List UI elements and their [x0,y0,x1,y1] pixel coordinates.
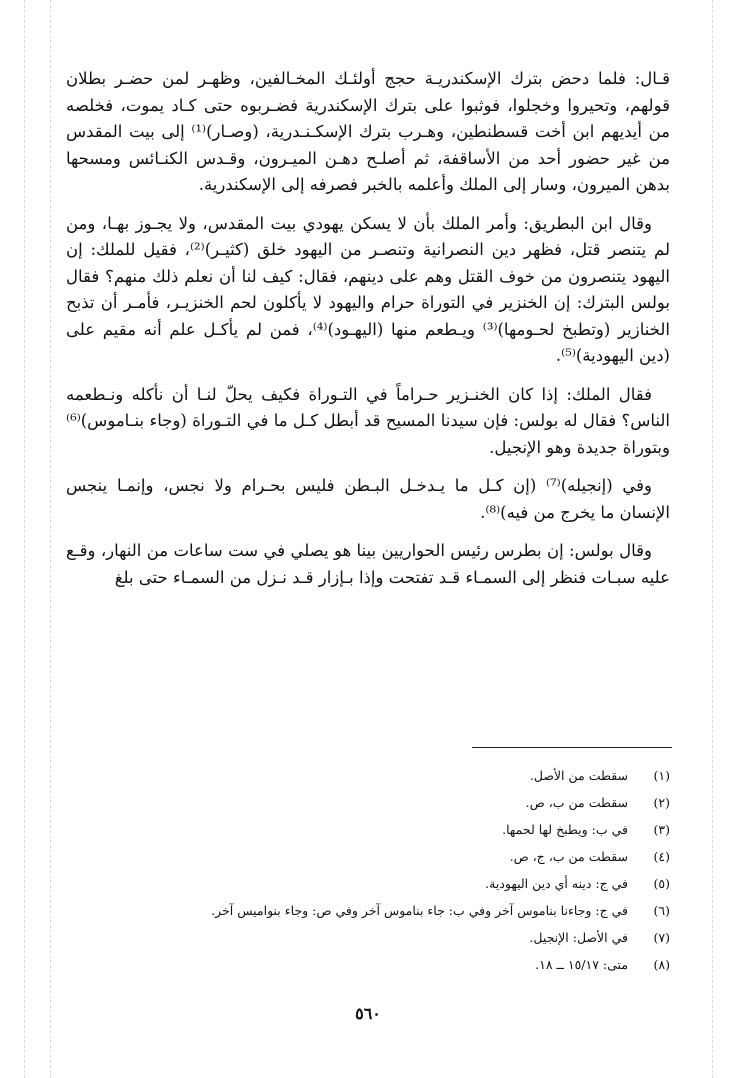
footnote-item [66,924,670,951]
footnote-number: (٤) [653,849,670,864]
footnote-text: متى: ١٥/١٧ ــ ١٨. [535,957,629,972]
footnote-item [66,816,670,843]
paragraph: وقال بولس: إن بطرس رئيس الحواريين بينا هو يصلي في ست ساعات من النهار، وقـع عليه سبـات فنظر إلى السمـاء قـد تفتحت وإذا بـإزار قـد نـزل من السمـاء حتى بلغ [66,541,670,587]
paragraph: فقال الملك: إذا كان الخنـزير حـراماً في التـوراة فكيف يحلّ لنـا أن نأكله ونـطعمه الناس؟ فقال له بولس: فإن سيدنا المسيح قد أبطل كـل ما في التـوراة (وجاء بنـاموس)⁽⁶⁾ وبتوراة جديدة وهو الإنجيل. [66,384,670,457]
footnote-item [66,843,670,870]
footnote-item [66,897,670,924]
margin-guide-line [24,0,25,1078]
footnote-text: في الأصل: الإنجيل. [529,930,629,945]
footnote-text: سقطت من الأصل. [529,768,629,783]
page-number: ٥٦٠ [355,1004,381,1023]
paragraph: وقال ابن البطريق: وأمر الملك بأن لا يسكن يهودي بيت المقدس، ولا يجـوز بهـا، ومن لم يتنصر قتل، فظهر دين النصرانية وتنصـر من اليهود خلق (كثيـر)⁽²⁾، فقيل للملك: إن اليهود يتنصرون من خوف القتل وهم على دينهم، فقال: كيف لنا أن نعلم ذلك منهم؟ فقال بولس البترك: إن الخنزير في التوراة حرام واليهود لا يأكلون لحم الخنزيـر، فأمـر أن تذبح الخنازير (وتطبخ لحـومها)⁽³⁾ ويـطعم منها (اليهـود)⁽⁴⁾، فمن لم يأكـل علم أنه مقيم على (دين اليهودية)⁽⁵⁾. [66,213,670,365]
footnote-text: في ج: دينه أي دين اليهودية. [485,876,629,891]
footnote-text: سقطت من ب، ج، ص. [509,849,629,864]
footnote-separator [472,747,672,748]
footnote-text: في ج: وجاءنا بناموس آخر وفي ب: جاء بناموس آخر وفي ص: وجاء بنواميس آخر. [211,903,629,918]
footnote-number: (٦) [653,903,670,918]
paragraph: قـال: فلما دحض بترك الإسكندريـة حجج أولئـك المخـالفين، وظهـر لمن حضـر بطلان قولهم، وتحيروا وخجلوا، فوثبوا على بترك الإسكندرية فضـربوه حتى كـاد يموت، فخلصه من أيديهم ابن أخت قسطنطين، وهـرب بترك الإسكـنـدرية، (وصـار)⁽¹⁾ إلى بيت المقدس من غير حضور أحد من الأساقفة، ثم أصلـح دهـن الميـرون، وقـدس الكنـائس ومسحها بدهن الميرون، وسار إلى الملك وأعلمه بالخبر فصرفه إلى الإسكندرية. [66,69,670,194]
footnote-number: (٣) [653,822,670,837]
footnote-item [66,870,670,897]
footnote-text: في ب: ويطبخ لها لحمها. [502,822,629,837]
footnote-number: (٢) [653,795,670,810]
footnote-number: (٥) [653,876,670,891]
footnote-item [66,789,670,816]
footnote-number: (١) [653,768,670,783]
margin-guide-line [712,0,713,1078]
footnote-number: (٧) [653,930,670,945]
footnote-item [66,762,670,789]
footnote-text: سقطت من ب، ص. [525,795,629,810]
footnotes-list [66,762,670,978]
footnote-number: (٨) [653,957,670,972]
footnote-item [66,951,670,978]
margin-guide-line [50,0,51,1078]
main-text-block [66,66,670,603]
paragraph: وفي (إنجيله)⁽⁷⁾ (إن كـل ما يـدخـل البـطن فليس بحـرام ولا نجس، وإنمـا ينجس الإنسان ما يخرج من فيه)⁽⁸⁾. [66,476,670,522]
